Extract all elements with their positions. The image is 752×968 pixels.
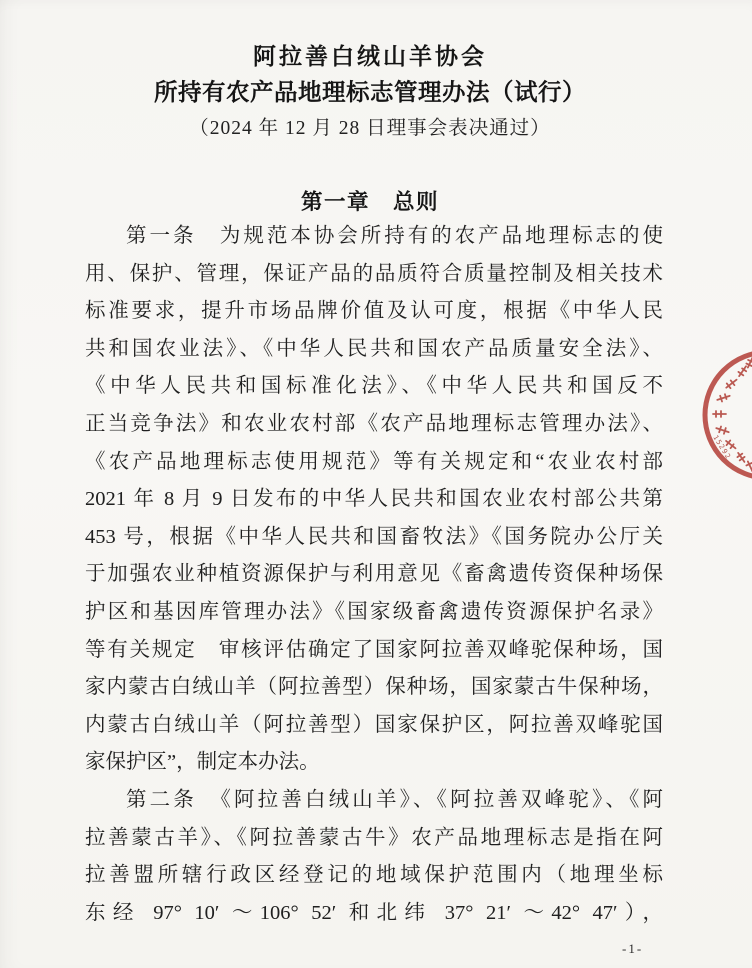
body-line: 东经 97° 10′ ～106° 52′ 和北纬 37° 21′ ～42° 47′）， <box>85 901 663 924</box>
body-line: 家保护区”，制定本办法。 <box>85 751 320 774</box>
body-line: 第二条 《阿拉善白绒山羊》、《阿拉善双峰驼》、《阿 <box>126 788 663 811</box>
body-line: 《农产品地理标志使用规范》等有关规定和“农业农村部 <box>85 450 663 473</box>
document-body <box>85 218 663 932</box>
body-line: 共和国农业法》、《中华人民共和国农产品质量安全法》、 <box>85 337 663 360</box>
chapter-heading: 第一章 总则 <box>300 190 439 214</box>
body-line: 标准要求，提升市场品牌价值及认可度，根据《中华人民 <box>85 300 663 323</box>
document-title: 所持有农产品地理标志管理办法（试行） <box>154 79 586 105</box>
approval-date-line: （2024 年 12 月 28 日理事会表决通过） <box>189 118 551 139</box>
body-line: 内蒙古白绒山羊（阿拉善型）国家保护区，阿拉善双峰驼国 <box>85 713 663 736</box>
body-line: 《中华人民共和国标准化法》、《中华人民共和国反不 <box>85 375 663 398</box>
association-title: 阿拉善白绒山羊协会 <box>253 43 487 69</box>
body-line: 2021 年 8 月 9 日发布的中华人民共和国农业农村部公共第 <box>85 488 663 511</box>
body-line: 于加强农业种植资源保护与利用意见《畜禽遗传资保种场保 <box>85 563 663 586</box>
body-line: 家内蒙古白绒山羊（阿拉善型）保种场，国家蒙古牛保种场， <box>85 676 663 699</box>
body-line: 等有关规定 审核评估确定了国家阿拉善双峰驼保种场，国 <box>85 638 663 661</box>
body-line: 护区和基因库管理办法》《国家级畜禽遗传资源保护名录》 <box>85 600 663 623</box>
seal-serial-number: 15292 <box>711 433 733 462</box>
body-line: 正当竞争法》和农业农村部《农产品地理标志管理办法》、 <box>85 412 663 435</box>
body-line: 拉善蒙古羊》、《阿拉善蒙古牛》农产品地理标志是指在阿 <box>85 826 663 849</box>
official-seal-stamp <box>690 338 752 493</box>
page-number: -1- <box>622 941 644 956</box>
body-line: 453 号，根据《中华人民共和国畜牧法》《国务院办公厅关 <box>85 525 663 548</box>
body-line: 拉善盟所辖行政区经登记的地域保护范围内（地理坐标 <box>85 864 663 887</box>
body-line: 用、保护、管理，保证产品的品质符合质量控制及相关技术 <box>85 262 663 285</box>
body-line: 第一条 为规范本协会所持有的农产品地理标志的使 <box>126 225 663 247</box>
